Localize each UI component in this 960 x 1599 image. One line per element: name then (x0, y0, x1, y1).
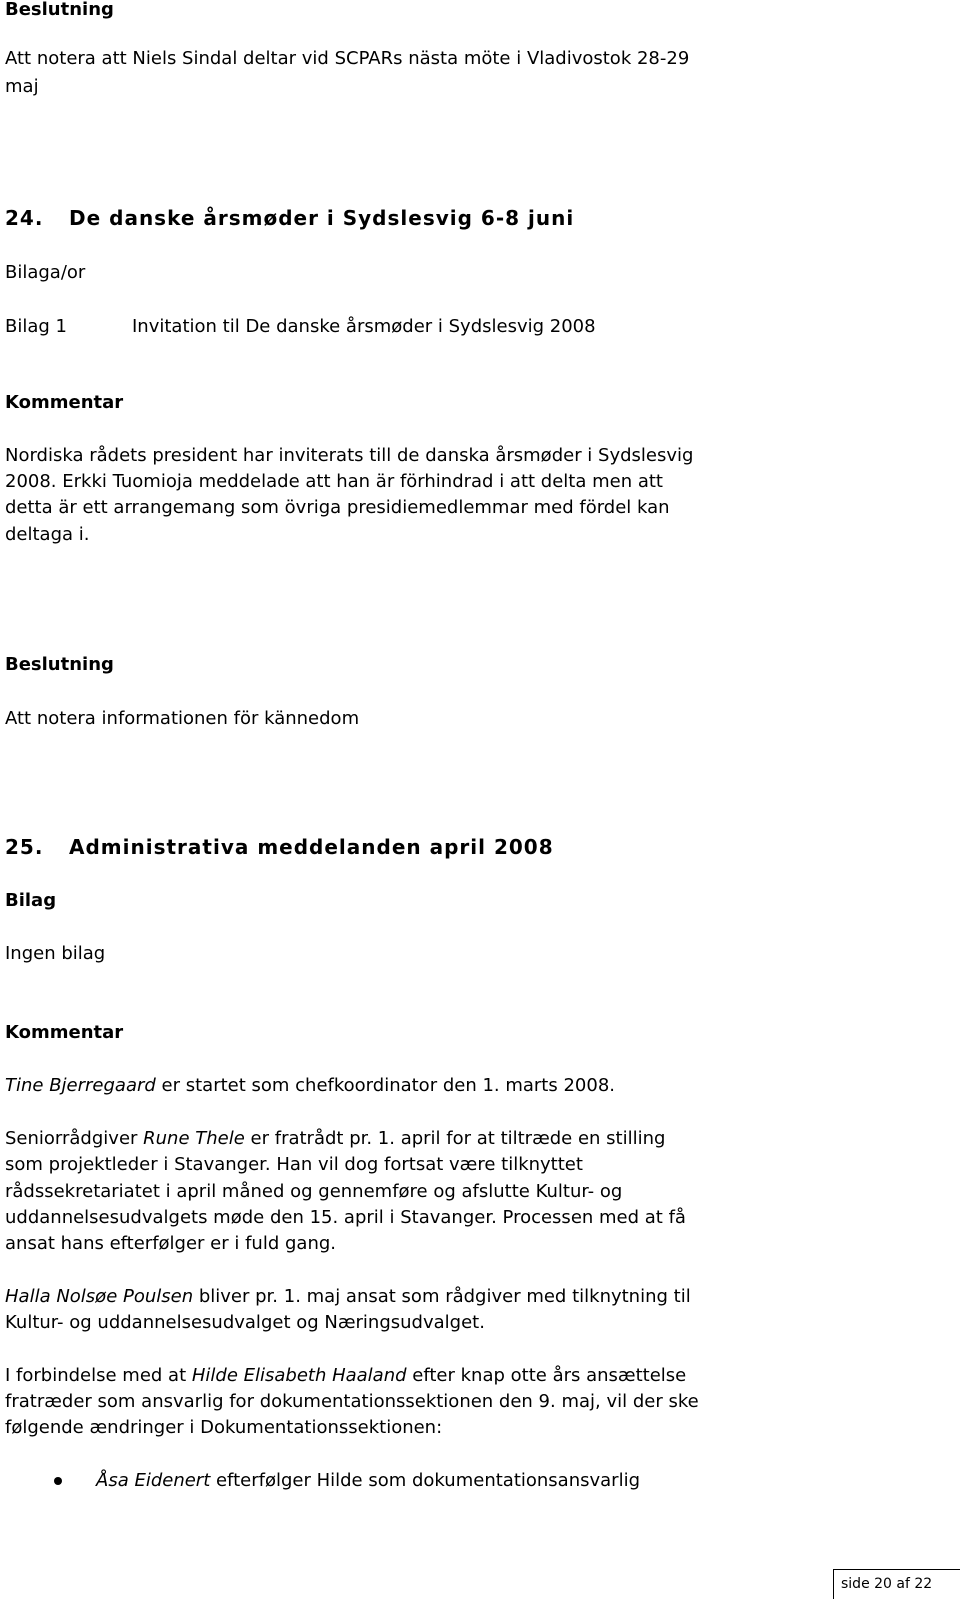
decision-text-cont: maj (5, 76, 39, 97)
attachments-text: Ingen bilag (5, 943, 106, 964)
paragraph-text: er startet som chefkoordinator den 1. marts 2008. (155, 1075, 615, 1096)
comment-paragraph-3 (5, 1284, 691, 1309)
attachment-row (5, 314, 596, 339)
comment-line: Nordiska rådets president har inviterats till de danska årsmøder i Sydslesvig (5, 445, 694, 466)
list-item-text: efterfølger Hilde som dokumentationsansvarlig (210, 1470, 640, 1491)
paragraph-line: ansat hans efterfølger er i fuld gang. (5, 1233, 336, 1254)
comment-paragraph-2 (5, 1126, 665, 1151)
person-name: Hilde Elisabeth Haaland (191, 1365, 407, 1386)
attachments-heading: Bilaga/or (5, 262, 86, 283)
comment-line: detta är ett arrangemang som övriga presidiemedlemmar med fördel kan (5, 497, 670, 518)
comment-heading: Kommentar (5, 1022, 124, 1043)
person-name: Åsa Eidenert (96, 1470, 211, 1491)
paragraph-line: rådssekretariatet i april måned og gennemføre og afslutte Kultur- og (5, 1181, 623, 1202)
decision-text: Att notera att Niels Sindal deltar vid SCPARs nästa möte i Vladivostok 28-29 (5, 48, 690, 69)
attachments-heading: Bilag (5, 890, 57, 911)
person-name: Tine Bjerregaard (5, 1075, 156, 1096)
paragraph-line: fratræder som ansvarlig for dokumentationssektionen den 9. maj, vil der ske (5, 1391, 699, 1412)
comment-paragraph-1 (5, 1073, 615, 1098)
comment-line: deltaga i. (5, 524, 90, 545)
attachment-title: Invitation til De danske årsmøder i Sydslesvig 2008 (132, 316, 596, 337)
paragraph-text: I forbindelse med at (5, 1365, 192, 1386)
paragraph-line: Kultur- og uddannelsesudvalget og Næringsudvalget. (5, 1312, 485, 1333)
section-number: 24. (5, 206, 44, 230)
section-number: 25. (5, 835, 44, 859)
paragraph-text: er fratrådt pr. 1. april for at tiltræde en stilling (244, 1128, 666, 1149)
paragraph-line: uddannelsesudvalgets møde den 15. april i Stavanger. Processen med at få (5, 1207, 686, 1228)
section-25-heading (5, 835, 554, 860)
list-item (96, 1468, 640, 1493)
comment-paragraph-4 (5, 1363, 686, 1388)
decision-text: Att notera informationen för kännedom (5, 708, 360, 729)
person-name: Halla Nolsøe Poulsen (5, 1286, 194, 1307)
section-24-heading (5, 206, 574, 231)
page-number: side 20 af 22 (833, 1569, 960, 1599)
section-title: Administrativa meddelanden april 2008 (69, 835, 554, 859)
person-name: Rune Thele (143, 1128, 245, 1149)
attachment-label: Bilag 1 (5, 316, 67, 337)
paragraph-text: efter knap otte års ansættelse (406, 1365, 687, 1386)
decision-heading: Beslutning (5, 0, 114, 20)
section-title: De danske årsmøder i Sydslesvig 6-8 juni (69, 206, 575, 230)
paragraph-line: som projektleder i Stavanger. Han vil dog fortsat være tilknyttet (5, 1154, 583, 1175)
paragraph-text: bliver pr. 1. maj ansat som rådgiver med tilknytning til (193, 1286, 691, 1307)
decision-heading: Beslutning (5, 654, 114, 675)
paragraph-text: Seniorrådgiver (5, 1128, 144, 1149)
paragraph-line: følgende ændringer i Dokumentationssektionen: (5, 1417, 443, 1438)
comment-heading: Kommentar (5, 392, 124, 413)
comment-line: 2008. Erkki Tuomioja meddelade att han är förhindrad i att delta men att (5, 471, 663, 492)
